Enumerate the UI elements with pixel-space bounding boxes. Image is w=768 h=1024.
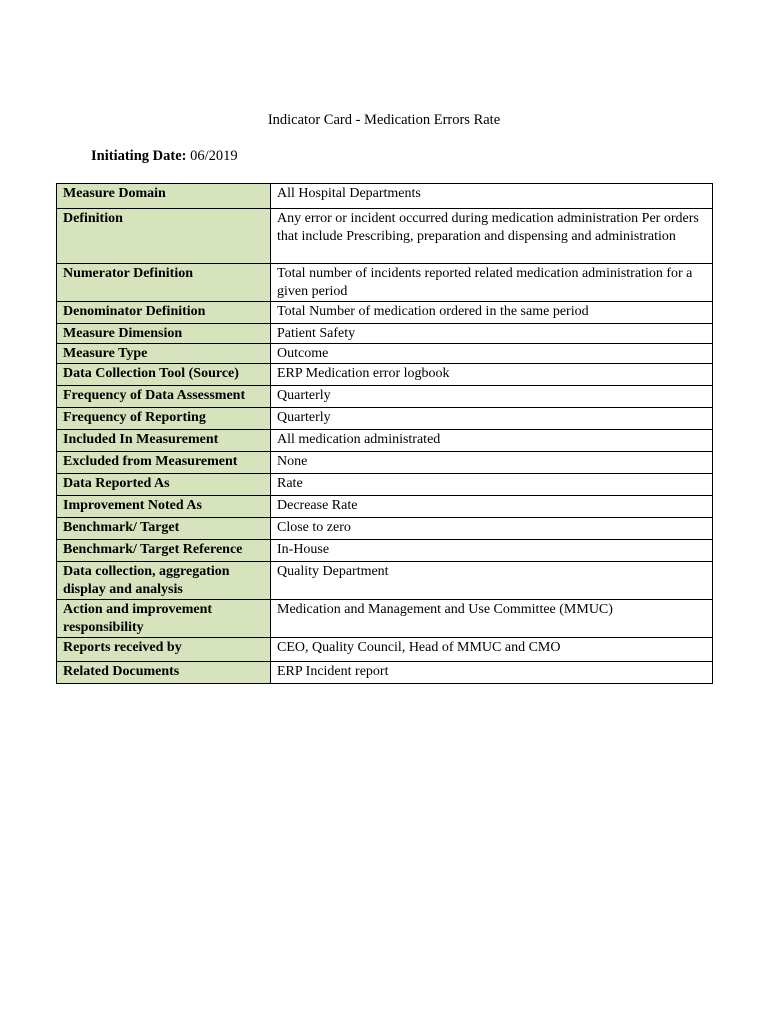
- row-value: Total number of incidents reported related medication administration for a given period: [271, 264, 713, 302]
- row-value: Any error or incident occurred during medication administration Per orders that include Prescribing, preparation and dispensing and administration: [271, 209, 713, 264]
- row-label: Measure Domain: [57, 184, 271, 209]
- row-label: Measure Dimension: [57, 324, 271, 344]
- row-label: Action and improvement responsibility: [57, 600, 271, 638]
- table-row: [57, 452, 713, 474]
- row-value: In-House: [271, 540, 713, 562]
- row-value: Medication and Management and Use Committee (MMUC): [271, 600, 713, 638]
- table-row: [57, 344, 713, 364]
- table-row: [57, 518, 713, 540]
- row-label: Definition: [57, 209, 271, 264]
- row-value: Close to zero: [271, 518, 713, 540]
- row-value: Patient Safety: [271, 324, 713, 344]
- row-label: Excluded from Measurement: [57, 452, 271, 474]
- row-value: ERP Medication error logbook: [271, 364, 713, 386]
- row-label: Numerator Definition: [57, 264, 271, 302]
- row-value: Rate: [271, 474, 713, 496]
- indicator-table: [56, 183, 713, 684]
- row-label: Benchmark/ Target Reference: [57, 540, 271, 562]
- table-row: [57, 662, 713, 684]
- row-label: Benchmark/ Target: [57, 518, 271, 540]
- table-row: [57, 364, 713, 386]
- row-label: Related Documents: [57, 662, 271, 684]
- table-row: [57, 408, 713, 430]
- row-label: Data Reported As: [57, 474, 271, 496]
- table-row: [57, 324, 713, 344]
- table-row: [57, 386, 713, 408]
- initiating-date-label: Initiating Date:: [91, 148, 187, 164]
- table-row: [57, 562, 713, 600]
- row-value: ERP Incident report: [271, 662, 713, 684]
- document-title: Indicator Card - Medication Errors Rate: [267, 112, 501, 128]
- row-value: None: [271, 452, 713, 474]
- table-row: [57, 430, 713, 452]
- row-value: Outcome: [271, 344, 713, 364]
- row-label: Data Collection Tool (Source): [57, 364, 271, 386]
- row-label: Denominator Definition: [57, 302, 271, 324]
- row-value: Total Number of medication ordered in the same period: [271, 302, 713, 324]
- table-row: [57, 540, 713, 562]
- table-row: [57, 302, 713, 324]
- table-row: [57, 184, 713, 209]
- initiating-date: [91, 148, 238, 165]
- row-label: Included In Measurement: [57, 430, 271, 452]
- initiating-date-value: 06/2019: [190, 148, 238, 164]
- row-label: Reports received by: [57, 638, 271, 662]
- row-label: Frequency of Reporting: [57, 408, 271, 430]
- table-row: [57, 474, 713, 496]
- row-label: Improvement Noted As: [57, 496, 271, 518]
- table-row: [57, 209, 713, 264]
- table-row: [57, 638, 713, 662]
- row-value: Decrease Rate: [271, 496, 713, 518]
- row-value: All Hospital Departments: [271, 184, 713, 209]
- row-value: All medication administrated: [271, 430, 713, 452]
- row-value: CEO, Quality Council, Head of MMUC and CMO: [271, 638, 713, 662]
- table-row: [57, 600, 713, 638]
- row-label: Measure Type: [57, 344, 271, 364]
- row-value: Quarterly: [271, 386, 713, 408]
- table-row: [57, 496, 713, 518]
- row-value: Quality Department: [271, 562, 713, 600]
- table-row: [57, 264, 713, 302]
- row-label: Data collection, aggregation display and analysis: [57, 562, 271, 600]
- row-label: Frequency of Data Assessment: [57, 386, 271, 408]
- row-value: Quarterly: [271, 408, 713, 430]
